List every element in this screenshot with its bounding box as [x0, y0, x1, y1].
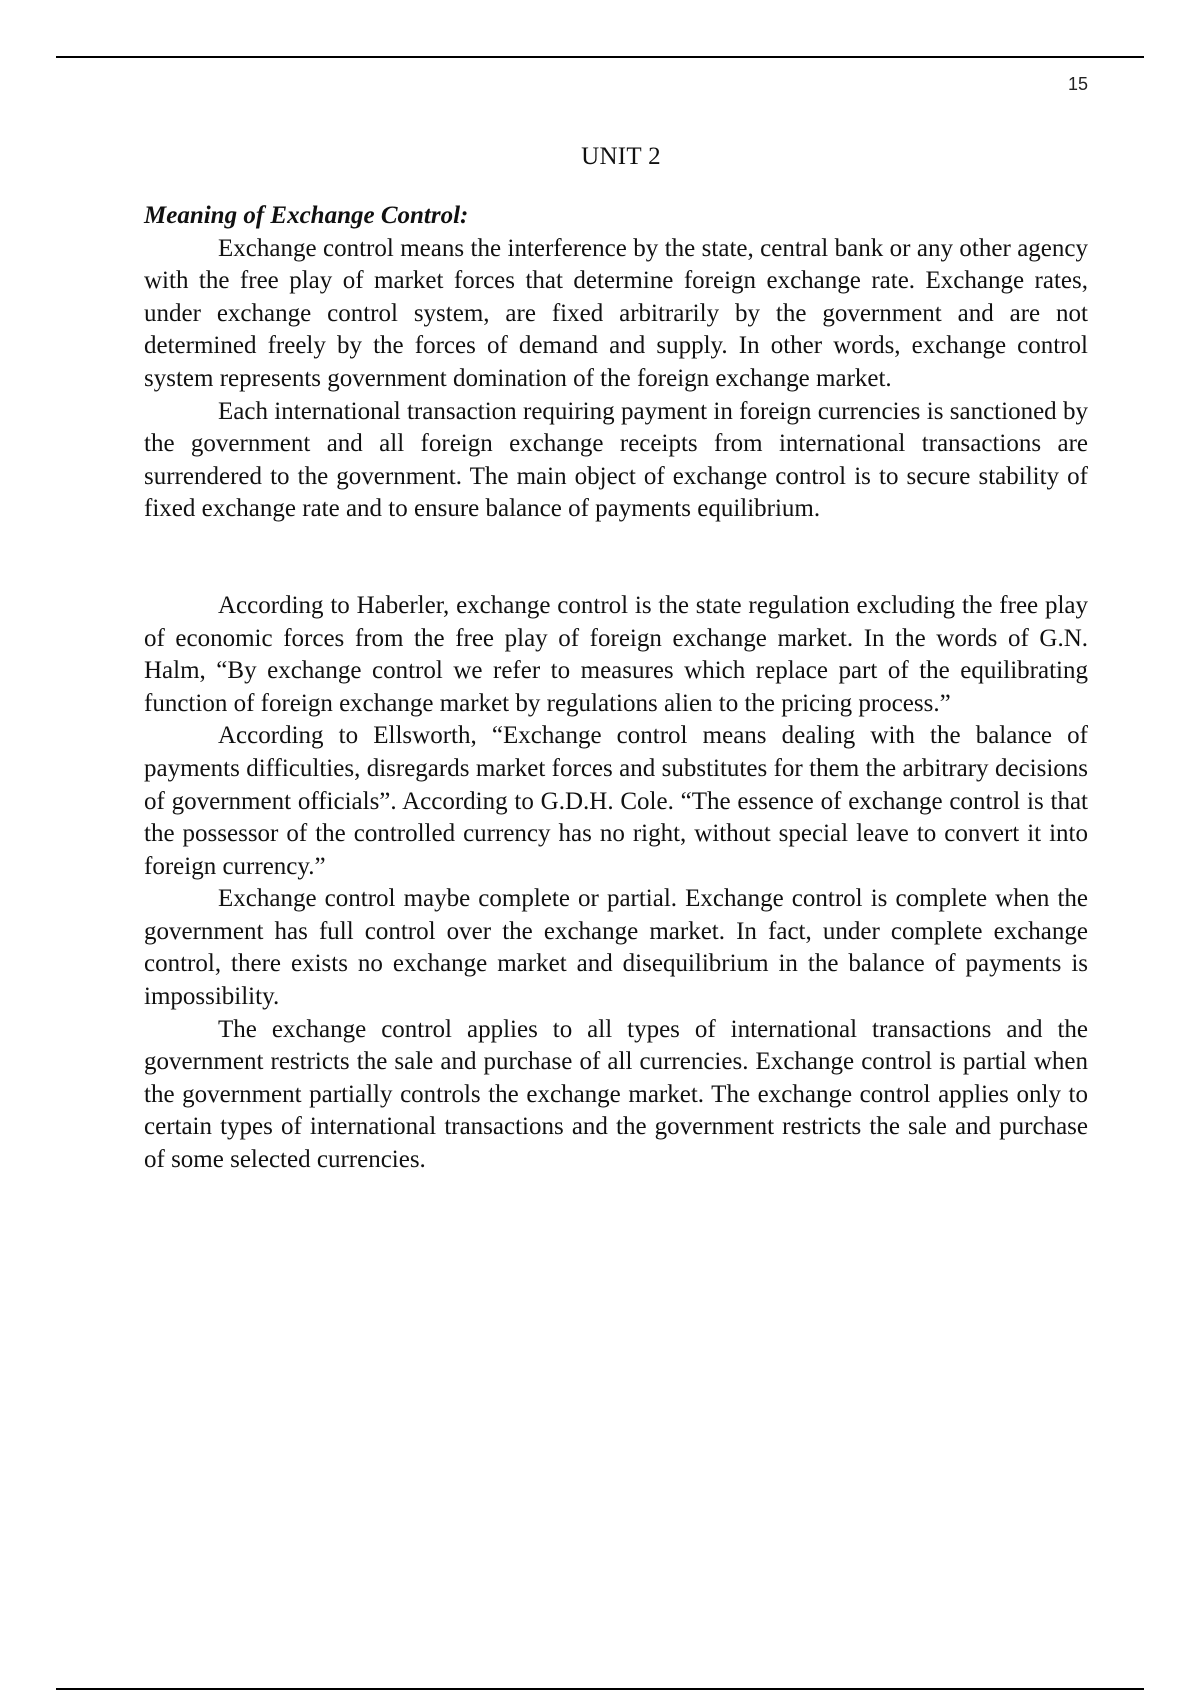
document-body: [144, 200, 1088, 1177]
paragraph-ellsworth-cole: According to Ellsworth, “Exchange control means dealing with the balance of payments difficulties, disregards market forces and substitutes for them the arbitrary decisions of government officials”. According to G.D.H. Cole. “The essence of exchange control is that the possessor of the controlled currency has no right, without special leave to convert it into foreign currency.”: [144, 722, 1088, 880]
section-heading: Meaning of Exchange Control:: [144, 202, 469, 229]
paragraph-complete-or-partial: Exchange control maybe complete or partial. Exchange control is complete when the government has full control over the exchange market. In fact, under complete exchange control, there exists no exchange market and disequilibrium in the balance of payments is impossibility.: [144, 885, 1088, 1011]
paragraph-transactions-sanctioned: Each international transaction requiring payment in foreign currencies is sanctioned by the government and all foreign exchange receipts from international transactions are surrendered to the government. The main object of exchange control is to secure stability of fixed exchange rate and to ensure balance of payments equilibrium.: [144, 397, 1088, 523]
paragraph-applies-to-transactions: The exchange control applies to all types of international transactions and the government restricts the sale and purchase of all currencies. Exchange control is partial when the government partially controls the exchange market. The exchange control applies only to certain types of international transactions and the government restricts the sale and purchase of some selected currencies.: [144, 1015, 1088, 1174]
paragraph-haberler-halm: According to Haberler, exchange control is the state regulation excluding the free play of economic forces from the free play of foreign exchange market. In the words of G.N. Halm, “By exchange control we refer to measures which replace part of the equilibrating function of foreign exchange market by regulations alien to the pricing process.”: [144, 591, 1088, 717]
paragraph-gap: [144, 526, 1088, 590]
bottom-rule: [56, 1688, 1144, 1690]
top-rule: [56, 56, 1144, 58]
paragraph-exchange-control-definition: Exchange control means the interference by the state, central bank or any other agency with the free play of market forces that determine foreign exchange rate. Exchange rates, under exchange control system, are fixed arbitrarily by the government and are not determined freely by the forces of demand and supply. In other words, exchange control system represents government domination of the foreign exchange market.: [144, 234, 1088, 392]
unit-title: UNIT 2: [581, 143, 661, 170]
page-number: 15: [1067, 74, 1088, 94]
